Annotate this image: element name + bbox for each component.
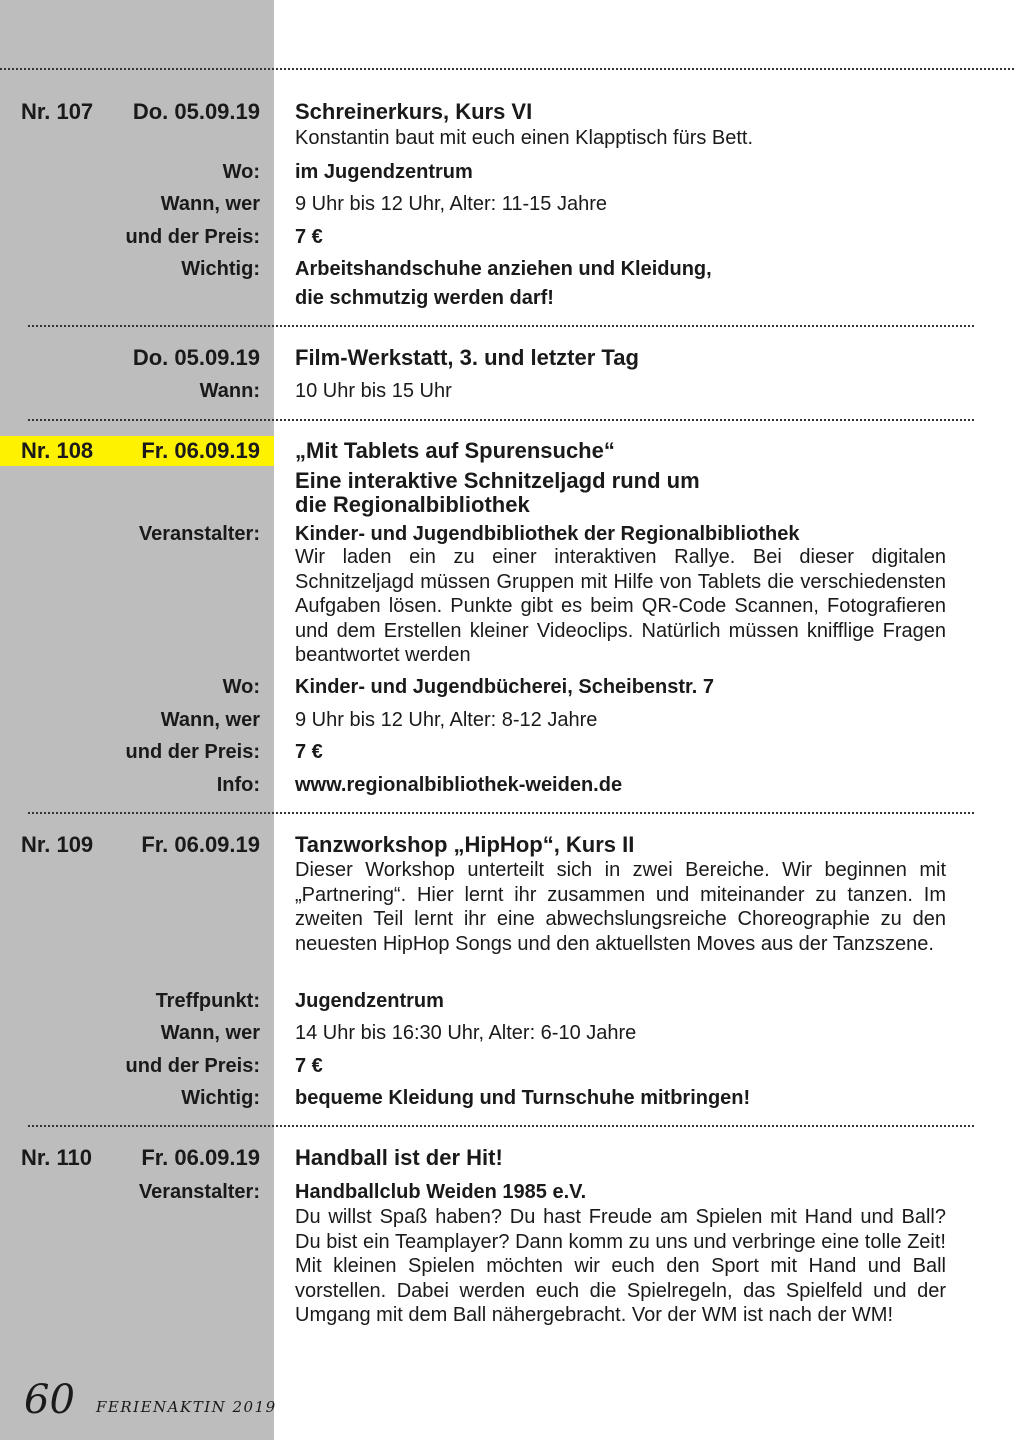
value-wann: 10 Uhr bis 15 Uhr bbox=[295, 380, 452, 402]
value-wann: 9 Uhr bis 12 Uhr, Alter: 8-12 Jahre bbox=[295, 709, 598, 731]
value-preis: 7 € bbox=[295, 741, 323, 763]
label-preis: und der Preis: bbox=[125, 226, 260, 248]
label-wo: Wo: bbox=[222, 676, 260, 698]
event-title-line-3: die Regionalbibliothek bbox=[295, 492, 530, 517]
label-wichtig: Wichtig: bbox=[181, 258, 260, 280]
event-title-line-1: „Mit Tablets auf Spurensuche“ bbox=[295, 438, 615, 463]
label-treffpunkt: Treffpunkt: bbox=[155, 990, 260, 1012]
value-wann: 14 Uhr bis 16:30 Uhr, Alter: 6-10 Jahre bbox=[295, 1022, 637, 1044]
label-wichtig: Wichtig: bbox=[181, 1087, 260, 1109]
event-title: Schreinerkurs, Kurs VI bbox=[295, 99, 533, 124]
event-number: Nr. 110 bbox=[21, 1145, 92, 1170]
value-veranstalter: Handballclub Weiden 1985 e.V. bbox=[295, 1181, 587, 1203]
page-number: 60 bbox=[24, 1377, 75, 1423]
event-date: Do. 05.09.19 bbox=[132, 345, 260, 370]
value-wichtig: bequeme Kleidung und Turnschuhe mitbringen! bbox=[295, 1087, 751, 1109]
event-title: Handball ist der Hit! bbox=[295, 1145, 503, 1170]
event-title-line-2: Eine interaktive Schnitzeljagd rund um bbox=[295, 468, 700, 493]
event-description: Du willst Spaß haben? Du hast Freude am Spielen mit Hand und Ball? Du bist ein Teamplayer? Dann komm zu uns und verbringe eine tolle Zeit! Mit kleinen Spielen möchten wir euch den Sport mit Hand und Ball vorstellen. Dabei werden euch die Spielregeln, das Spielfeld und der Umgang mit dem Ball nähergebracht. Vor der WM ist nach der WM! bbox=[295, 1206, 946, 1326]
value-veranstalter: Kinder- und Jugendbibliothek der Regionalbibliothek bbox=[295, 523, 800, 545]
label-preis: und der Preis: bbox=[125, 1055, 260, 1077]
info-link[interactable]: www.regionalbibliothek-weiden.de bbox=[295, 774, 623, 796]
value-wo: im Jugendzentrum bbox=[295, 161, 473, 183]
label-wann: Wann: bbox=[199, 380, 260, 402]
value-preis: 7 € bbox=[295, 1055, 323, 1077]
event-description: Konstantin baut mit euch einen Klapptisch fürs Bett. bbox=[295, 127, 754, 149]
event-description: Dieser Workshop unterteilt sich in zwei Bereiche. Wir beginnen mit „Partnering“. Hier lernt ihr zusammen und miteinander zu tanzen. Im zweiten Teil lernt ihr eine abwechslungsreiche Choreographie zu den neuesten HipHop Songs und den aktuellsten Moves aus der Tanzszene. bbox=[295, 859, 946, 955]
separator bbox=[28, 419, 974, 421]
value-treffpunkt: Jugendzentrum bbox=[295, 990, 444, 1012]
event-date: Fr. 06.09.19 bbox=[141, 1145, 260, 1170]
label-wo: Wo: bbox=[222, 161, 260, 183]
label-veranstalter: Veranstalter: bbox=[138, 523, 260, 545]
event-number: Nr. 107 bbox=[21, 99, 94, 124]
event-date: Fr. 06.09.19 bbox=[141, 832, 260, 857]
event-title: Tanzworkshop „HipHop“, Kurs II bbox=[295, 832, 635, 857]
value-preis: 7 € bbox=[295, 226, 323, 248]
label-info: Info: bbox=[216, 774, 260, 796]
value-wichtig-line-2: die schmutzig werden darf! bbox=[295, 287, 554, 309]
label-veranstalter: Veranstalter: bbox=[138, 1181, 260, 1203]
separator bbox=[28, 1125, 974, 1127]
event-date: Do. 05.09.19 bbox=[132, 99, 260, 124]
separator-top bbox=[0, 68, 1014, 70]
separator bbox=[28, 812, 974, 814]
label-wann: Wann, wer bbox=[160, 1022, 260, 1044]
event-number: Nr. 109 bbox=[21, 832, 94, 857]
label-preis: und der Preis: bbox=[125, 741, 260, 763]
event-number: Nr. 108 bbox=[21, 438, 94, 463]
value-wann: 9 Uhr bis 12 Uhr, Alter: 11-15 Jahre bbox=[295, 193, 608, 215]
event-title: Film-Werkstatt, 3. und letzter Tag bbox=[295, 345, 639, 370]
label-wann: Wann, wer bbox=[160, 709, 260, 731]
value-wichtig-line-1: Arbeitshandschuhe anziehen und Kleidung, bbox=[295, 258, 712, 280]
value-wo: Kinder- und Jugendbücherei, Scheibenstr. 7 bbox=[295, 676, 714, 698]
publication-name: FERIENAKTIN 2019 bbox=[96, 1398, 277, 1416]
separator bbox=[28, 325, 974, 327]
event-date: Fr. 06.09.19 bbox=[141, 438, 260, 463]
label-wann: Wann, wer bbox=[160, 193, 260, 215]
event-description: Wir laden ein zu einer interaktiven Rallye. Bei dieser digitalen Schnitzeljagd müssen Gruppen mit Hilfe von Tablets die verschiedensten Aufgaben lösen. Punkte gibt es beim QR-Code Scannen, Fotografieren und dem Erstellen kleiner Videoclips. Natürlich müssen knifflige Fragen beantwortet werden bbox=[295, 546, 946, 666]
